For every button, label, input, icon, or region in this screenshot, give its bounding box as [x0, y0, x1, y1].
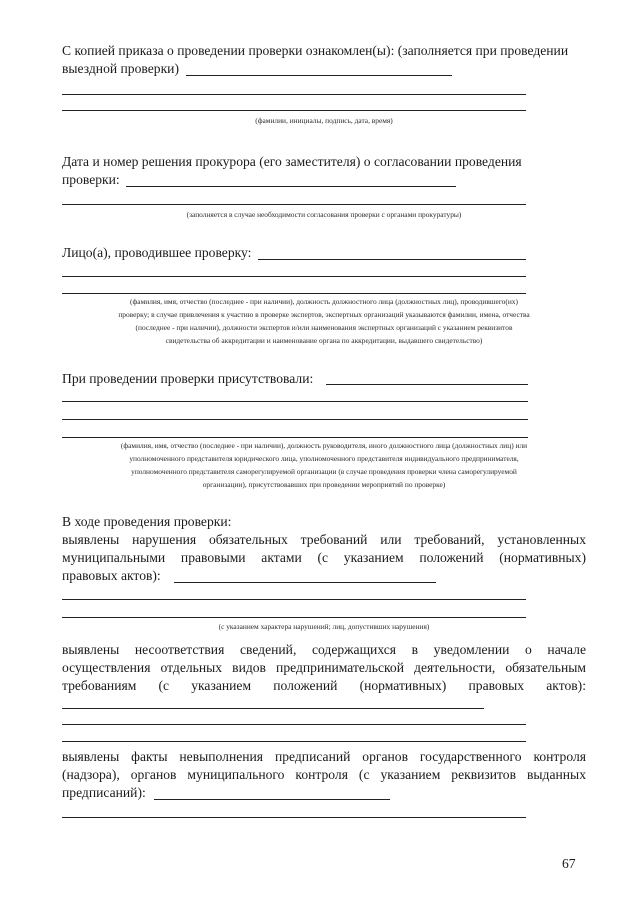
- page-number: 67: [562, 856, 576, 871]
- caption: (с указанием характера нарушений; лиц, допустивших нарушения): [218, 622, 430, 631]
- unfulfilled-orders-text: предписаний):: [62, 785, 146, 800]
- caption: (последнее - при наличии), должности экспертов и/или наименования экспертных организаций с указанием реквизитов: [135, 323, 513, 332]
- caption: уполномоченного представителя юридического лица, уполномоченного представителя индивидуального предпринимателя,: [129, 454, 519, 463]
- order-familiarization-label-cont: выездной проверки): [62, 61, 179, 76]
- fill-line: [62, 708, 484, 709]
- fill-line: [258, 259, 526, 260]
- discrepancies-text: осуществления отдельных видов предпринимательской деятельности, обязательным: [62, 660, 586, 675]
- caption: свидетельства об аккредитации и наименование органа по аккредитации, выдавшего свидетельство): [165, 336, 483, 345]
- caption: уполномоченного представителя саморегулируемой организации (в случае проведения проверки члена саморегулируемой: [131, 467, 517, 476]
- fill-line: [186, 75, 452, 76]
- fill-line: [62, 741, 526, 742]
- fill-line: [62, 617, 526, 618]
- fill-line: [62, 401, 528, 402]
- discrepancies-text: выявлены несоответствия сведений, содержащихся в уведомлении о начале: [62, 642, 586, 657]
- prosecutor-decision-label-cont: проверки:: [62, 172, 120, 187]
- prosecutor-decision-label: Дата и номер решения прокурора (его заместителя) о согласовании проведения: [62, 154, 522, 169]
- fill-line: [62, 419, 528, 420]
- order-familiarization-label: С копией приказа о проведении проверки ознакомлен(ы): (заполняется при проведении: [62, 43, 569, 58]
- fill-line: [62, 724, 526, 725]
- fill-line: [62, 94, 526, 95]
- unfulfilled-orders-text: (надзора), органов муниципального контроля (с указанием реквизитов выданных: [62, 767, 586, 782]
- attendees-label: При проведении проверки присутствовали:: [62, 371, 314, 386]
- caption: (фамилия, имя, отчество (последнее - при наличии), должность должностного лица (должностных лиц), проводившего(их): [130, 297, 518, 306]
- inspector-label: Лицо(а), проводившее проверку:: [62, 245, 252, 260]
- violations-text: правовых актов):: [62, 568, 161, 583]
- fill-line: [62, 110, 526, 111]
- fill-line: [126, 186, 456, 187]
- fill-line: [62, 276, 526, 277]
- inspection-results-heading: В ходе проведения проверки:: [62, 514, 232, 529]
- unfulfilled-orders-text: выявлены факты невыполнения предписаний органов государственного контроля: [62, 749, 586, 764]
- discrepancies-text: требованиям (с указанием положений (нормативных) правовых актов):: [62, 678, 586, 693]
- violations-text: муниципальными правовыми актами (с указанием положений (нормативных): [62, 550, 586, 565]
- caption: проверку; в случае привлечения к участию в проверке экспертов, экспертных организаций указываются фамилии, имена, отчества: [118, 310, 530, 319]
- caption: (заполняется в случае необходимости согласования проверки с органами прокуратуры): [186, 210, 462, 219]
- fill-line: [62, 204, 526, 205]
- fill-line: [62, 817, 526, 818]
- caption: (фамилия, имя, отчество (последнее - при наличии), должность руководителя, иного должностного лица (должностных лиц) или: [120, 441, 528, 450]
- caption: организации), присутствовавших при проведении мероприятий по проверке): [202, 480, 446, 489]
- violations-text: выявлены нарушения обязательных требований или требований, установленных: [62, 532, 586, 547]
- fill-line: [62, 599, 526, 600]
- fill-line: [326, 384, 528, 385]
- fill-line: [62, 437, 528, 438]
- caption: (фамилии, инициалы, подпись, дата, время): [255, 116, 393, 125]
- fill-line: [154, 799, 390, 800]
- fill-line: [62, 293, 526, 294]
- fill-line: [174, 582, 436, 583]
